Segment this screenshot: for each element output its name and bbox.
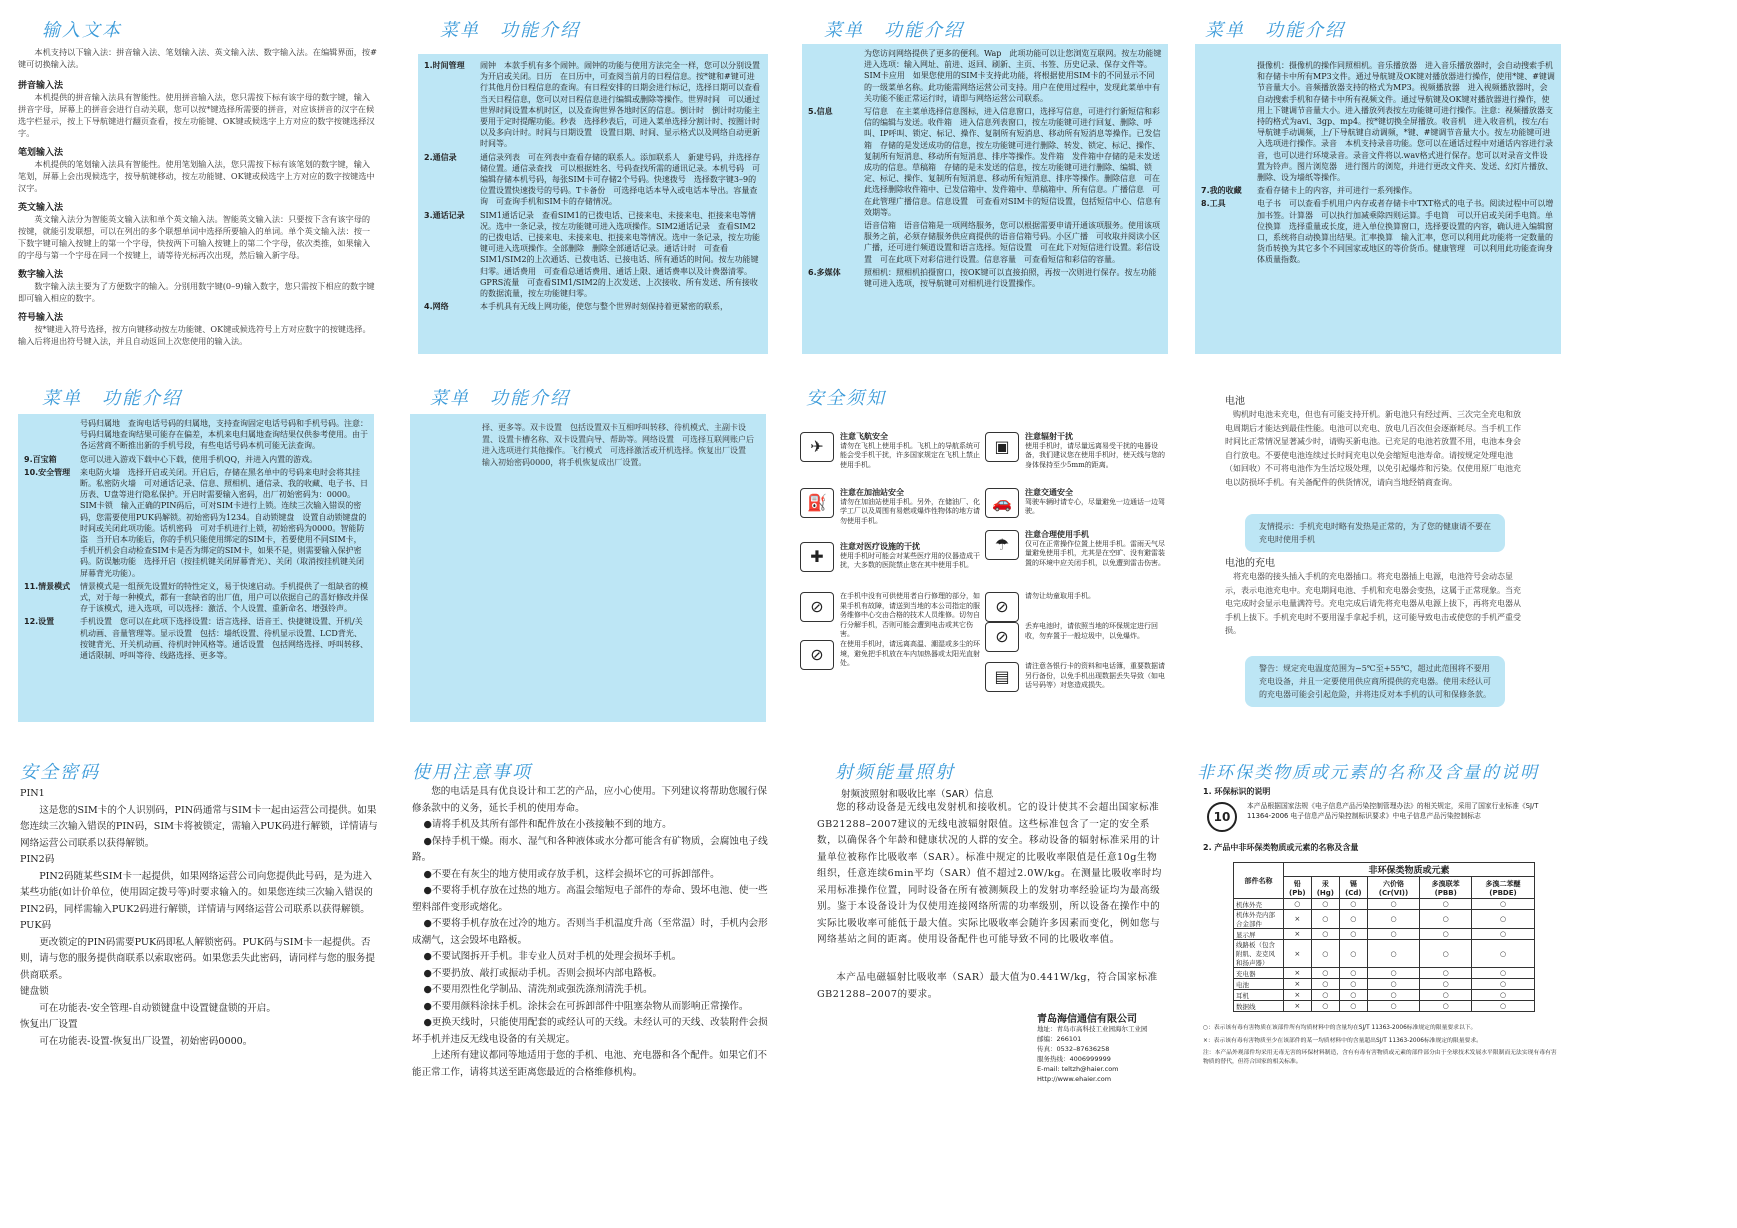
safety-text: 请勿在加油站使用手机。另外，在储油厂、化学工厂以及周围有易燃或爆炸性物体的地方请勿使用手机。 (840, 497, 980, 525)
menu-label: 2.通信录 (424, 152, 457, 162)
company-address (1037, 1024, 1148, 1084)
page-title: 非环保类物质或元素的名称及含量的说明 (1197, 763, 1539, 783)
table-row-label: 电池 (1234, 979, 1284, 990)
table-cell: ○ (1311, 899, 1339, 910)
table-cell: ○ (1471, 899, 1534, 910)
usage-bullet: ●更换天线时，只能使用配套的或经认可的天线。未经认可的天线、改装附件会损坏手机并违反无线电设备的有关规定。 (412, 1017, 768, 1045)
safety-content (1025, 488, 1165, 518)
table-note: ×：表示该有毒有害物质至少在该部件的某一均质材料中的含量超出SJ/T 11363-2006标准规定的限量要求。 (1203, 1037, 1482, 1044)
panel-passwords (18, 758, 383, 1098)
table-cell: ○ (1420, 940, 1472, 968)
table-cell: ○ (1340, 1001, 1368, 1012)
page-title: 菜单 功能介绍 (42, 388, 182, 409)
password-heading: PUK码 (20, 920, 52, 931)
sar-text: 您的移动设备是无线电发射机和接收机。它的设计使其不会超出国家标准GB21288–2007建议的无线电波辐射限值。这些标准包含了一定的安全系数，以确保各个年龄和健康状况的人群的安全。移动设备的辐射标准采用的计量单位被称作比吸收率（SAR）。标准中规定的比吸收率限值是任意10g生物组织，任意连续6min平均（SAR）值不超过2.0W/kg。在测量比吸收率时均采用标准操作位置，同时设备在所有被测频段上的发射功率经验证均为最高级别。鉴于本设备设计为仅使用连接网络所需的功率级别，所以设备在操作中的实际比吸收率可能低于最大值。实际比吸收率会随许多因素而变化，例如您与网络基站之间的距离。使用设备配件也可能导致不同的比吸收率值。 (817, 802, 1162, 945)
panel-menu-5 (410, 378, 770, 723)
table-cell: ○ (1367, 940, 1420, 968)
table-cell: ○ (1284, 899, 1312, 910)
table-row (1234, 929, 1535, 940)
password-heading: 键盘锁 (20, 986, 49, 997)
usage-bullet: ●不要用颜料涂抹手机。涂抹会在可拆卸部件中阻塞杂物从而影响正常操作。 (423, 1000, 749, 1012)
menu-label: 7.我的收藏 (1201, 186, 1242, 196)
table-row-label: 显示屏 (1234, 929, 1284, 940)
sar-subtitle: 射频波照射和吸收比率（SAR）信息 (841, 789, 994, 800)
table-row-label: 充电器 (1234, 968, 1284, 979)
address-line: 邮编：266101 (1037, 1035, 1082, 1043)
panel-battery (1195, 392, 1565, 722)
safety-heading: 注意合理使用手机 (1025, 529, 1089, 539)
table-cell: ○ (1471, 979, 1534, 990)
safety-content (1025, 622, 1165, 652)
panel-menu-2 (800, 10, 1170, 355)
menu-row (1201, 198, 1555, 265)
table-cell: × (1284, 940, 1312, 968)
safety-icon: ✚ (800, 542, 834, 572)
table-cell: ○ (1367, 968, 1420, 979)
menu-box (1195, 44, 1561, 354)
table-row (1234, 990, 1535, 1001)
menu-row (424, 301, 762, 312)
menu-row (24, 467, 368, 579)
menu-label: 1.时间管理 (424, 61, 465, 70)
menu-label: 4.网络 (424, 302, 449, 312)
table-cell: ○ (1311, 968, 1339, 979)
table-cell: ○ (1420, 968, 1472, 979)
usage-bullet: ●不要扔放、敲打或振动手机。否则会损坏内部电路板。 (423, 967, 663, 979)
table-cell: ○ (1340, 990, 1368, 1001)
password-heading: PIN1 (20, 788, 45, 799)
safety-item (985, 432, 1165, 470)
safety-text: 在使用手机时，请远离高温、潮湿或多尘的环境，避免把手机放在车内加热器或太阳光直射处。 (840, 640, 980, 667)
menu-box (18, 414, 374, 722)
menu-label: 9.百宝箱 (24, 454, 57, 464)
table-cell: ○ (1367, 929, 1420, 940)
menu-label: 10.安全管理 (24, 467, 71, 477)
page-title: 安全密码 (20, 762, 100, 783)
menu-row (424, 152, 762, 208)
company-name: 青岛海信通信有限公司 (1037, 1014, 1137, 1025)
panel-rf-exposure (815, 758, 1170, 1098)
menu-text: 语音信箱 语音信箱是一项网络服务，您可以根据需要申请开通该项服务。使用该项服务之前，必须存储服务供应商提供的语音信箱号码。小区广播 可收取并阅读小区广播，还可进行频道设置和语言选择。短信设置 可在此下对短信进行设置。彩信设置 可在此项下对彩信进行设置。信息容量 可查看短信和彩信的容量。 (864, 221, 1160, 264)
safety-heading: 注意对医疗设施的干扰 (840, 541, 920, 551)
section-heading: 拼音输入法 (18, 81, 64, 91)
table-cell: ○ (1367, 910, 1420, 929)
safety-text: 使用手机时，请尽量远离易受干扰的电器设备，我们建议您在使用手机时，使天线与您的身体保持至少5mm的距离。 (1025, 441, 1165, 469)
page-title: 菜单 功能介绍 (1205, 20, 1345, 41)
address-line: Http://www.ehaier.com (1037, 1075, 1112, 1083)
table-cell: ○ (1340, 899, 1368, 910)
safety-item (800, 432, 980, 470)
menu-row (24, 581, 368, 615)
safety-text: 仅可在正常操作位置上使用手机。雷雨天气尽量避免使用手机，尤其是在空旷、没有避雷装置的环境中应关闭手机，以免遭到雷击伤害。 (1025, 539, 1165, 567)
page-title: 射频能量照射 (835, 762, 955, 783)
table-note: ○：表示该有毒有害物质在该部件所有均质材料中的含量均在SJ/T 11363-2006标准规定的限量要求以下。 (1203, 1025, 1477, 1031)
warning-note: 警告：规定充电温度范围为−5℃至+55℃，超过此范围将不要用充电设备，并且一定要使用供应商所提供的充电器。使用未经认可的充电器可能会引起危险，并将违反对本手机的认可和保修条款。 (1245, 656, 1505, 707)
menu-text: 为您访问网络提供了更多的便利。Wap 此项功能可以让您浏览互联网。按左功能键进入选项：输入网址、前进、返回、刷新、主页、书签、历史记录、保存文件等。SIM卡应用 如果您使用的SIM卡支持此功能，将根据使用SIM卡的不同显示不同的一级菜单名称。此功能需网络运营公司支持。用户在使用过程中，发现此菜单中有关功能不能正常运行时，请即与网络运营公司联系。 (864, 49, 1162, 103)
table-row (1234, 968, 1535, 979)
menu-label (808, 48, 864, 104)
menu-row (24, 616, 368, 661)
menu-text: 情景模式是一组预先设置好的特性定义，易于快速启动。手机提供了一组缺省的模式，对于每一种模式，都有一套缺省的出厂值，用户可以依据自己的喜好修改并保存于该模式，进入选项，可以选择：激活、个人设置、重新命名、增强铃声。 (80, 581, 368, 614)
menu-text: 摄像机：摄像机的操作同照相机。音乐播放器 进入音乐播放器时，会自动搜索手机和存储卡中所有MP3文件。通过导航键及OK键对播放器进行操作，使用*键、#键调节音量大小。音频播放器支持的格式为MP3。视频播放器 进入视频播放器时，会自动搜索手机和存储卡中所有视频文件。通过导航键及OK键对播放器进行操作，使用上下键调节音量大小。进入播放列表按左功能键可进行操作。注意：视频播放器支持的格式为avi、3gp、mp4。按*键切换全屏播放。收音机 进入收音机，按左/右导航键手动调频，上/下导航键自动调频，*键、#键调节音量大小。按左功能键可进入选项进行操作。录音 本机支持录音功能。您可以在通话过程中对通话内容进行录音，也可以进行环境录音。录音文件将以.wav格式进行保存。您可以对录音文件设置为铃声。图片浏览器 进行图片的浏览，并进行更改文件夹、发送、幻灯片播放、删除、设为墙纸等操作。 (1257, 61, 1555, 183)
password-text: 可在功能表-设置-恢复出厂设置，初始密码0000。 (39, 1035, 253, 1047)
table-cell: ○ (1367, 1001, 1420, 1012)
address-line: E-mail: teltzh@haier.com (1037, 1065, 1119, 1073)
safety-text: 丢弃电池时，请依照当地的环保规定进行回收，勿弃置于一般垃圾中，以免爆炸。 (1025, 622, 1158, 640)
table-cell: ○ (1367, 979, 1420, 990)
menu-text: 电子书 可以查看手机用户内存或者存储卡中TXT格式的电子书。阅读过程中可以增加书签。计算器 可以执行加减乘除四则运算。手电筒 可以开启或关闭手电筒。单位换算 选择重量或长度，进入单位换算窗口，选择要设置的内容，确认进入编辑窗口，系统将自动换算出结果。汇率换算 输入汇率，您可以利用此功能将一定数量的货币转换为其它多个不同国家或地区的等价货币。健康管理 可以利用此功能查询身体质量指数。 (1257, 199, 1554, 265)
usage-bullet: ●不要在有灰尘的地方使用或存放手机，这样会损坏它的可拆卸部件。 (423, 868, 720, 880)
page-title: 安全须知 (806, 388, 886, 409)
table-cell: × (1284, 929, 1312, 940)
table-cell: ○ (1420, 1001, 1472, 1012)
safety-heading: 注意飞航安全 (840, 431, 888, 441)
section-heading: 电池 (1225, 396, 1245, 407)
safety-icon: ⊘ (985, 592, 1019, 622)
usage-bullet: ●不要用烈性化学制品、清洗剂或强洗涤剂清洗手机。 (423, 984, 653, 995)
menu-row (424, 60, 762, 150)
safety-item (985, 530, 1165, 568)
menu-text: 来电防火墙 选择开启或关闭。开启后，存储在黑名单中的号码来电时会将其挂断。私密防火墙 可对通话记录、信息、照相机、通信录、我的收藏、电子书、日历表、U盘等进行隐私保护。开启时需要输入密码，出厂初始密码为：0000。SIM卡锁 输入正确的PIN码后，可对SIM卡进行上锁。连续三次输入错误的密码，您需要使用PUK码解锁。初始密码为1234。自动锁键盘 设置自动锁键盘的时间或关闭此项功能。话机密码 可对手机进行上锁，初始密码为0000。智能防盗 当开启本功能后，你的手机只能使用绑定的SIM卡，若要使用不同SIM卡，手机开机会自动检查SIM卡是否为绑定的SIM卡，如果不是，则需要输入保护密码。防误触功能 选择开启（按挂机键关闭屏幕背光）、关闭（取消按挂机键关闭屏幕背光功能）。 (80, 467, 368, 578)
table-cell: × (1284, 1001, 1312, 1012)
table-corner: 部件名称 (1234, 863, 1284, 899)
table-cell: × (1284, 968, 1312, 979)
input-method-list (18, 72, 378, 347)
panel-input-text (18, 10, 378, 350)
eco-logo-icon: 10 (1207, 802, 1237, 832)
table-cell: ○ (1311, 929, 1339, 940)
intro-text: 您的电话是具有优良设计和工艺的产品，应小心使用。下列建议将帮助您履行保修条款中的义务，延长手机的使用寿命。 (412, 786, 767, 814)
menu-label: 6.多媒体 (808, 267, 841, 277)
table-row-label: 机体外壳 (1234, 899, 1284, 910)
table-cell: ○ (1471, 990, 1534, 1001)
menu-text: 查看存储卡上的内容，并可进行一系列操作。 (1257, 186, 1417, 196)
table-cell: ○ (1420, 990, 1472, 1001)
page-title: 菜单 功能介绍 (440, 20, 580, 41)
table-header: 铅(Pb) (1284, 877, 1312, 899)
table-cell: × (1284, 990, 1312, 1001)
table-cell: ○ (1367, 990, 1420, 1001)
safety-icon: ✈ (800, 432, 834, 462)
menu-text: 通信录列表 可在列表中查看存储的联系人。添加联系人 新建号码，并选择存储位置。通信录查找 可以根据姓名、号码查找所需的通讯记录。本机号码 可编辑存储本机号码，每张SIM卡可存储2个号码。快速拨号 选择数字键3–9的位置设置快速拨号的号码。T卡备份 可选择电话本导入或电话本导出。容量查询 可查询手机和SIM卡的存储情况。 (480, 152, 760, 207)
table-header: 多溴二苯醚(PBDE) (1471, 877, 1534, 899)
page-title: 菜单 功能介绍 (430, 388, 570, 409)
safety-text: 使用手机时可能会对某些医疗用的仪器造成干扰，大多数的医院禁止您在其中使用手机。 (840, 551, 980, 569)
section-heading: 数字输入法 (18, 270, 64, 280)
table-notes (1203, 1024, 1561, 1070)
usage-bullet: ●不要试图拆开手机。非专业人员对手机的处理会损坏手机。 (423, 951, 682, 962)
menu-box (418, 54, 768, 354)
password-heading: 恢复出厂设置 (20, 1019, 78, 1030)
table-header: 汞(Hg) (1311, 877, 1339, 899)
menu-label: 12.设置 (24, 617, 55, 627)
safety-text: 驾驶车辆时请专心，尽量避免一边通话一边驾驶。 (1025, 497, 1165, 515)
table-cell: ○ (1311, 1001, 1339, 1012)
menu-row (1201, 60, 1555, 183)
table-cell: ○ (1471, 968, 1534, 979)
tip-note: 友情提示：手机充电时略有发热是正常的，为了您的健康请不要在充电时使用手机 (1245, 514, 1505, 552)
table-cell: ○ (1311, 990, 1339, 1001)
safety-heading: 注意在加油站安全 (840, 487, 904, 497)
password-text: PIN2码随某些SIM卡一起提供，如果网络运营公司向您提供此号码，是为进入某些功能(如计价单位，使用固定拨号等)时要求输入的。如果您连续三次输入错误的PIN2码，同样需输入PUK2码进行解锁，详情请与网络运营公司联系以获得解锁。 (20, 870, 373, 915)
safety-item (985, 622, 1165, 652)
panel-hazardous-substances (1195, 758, 1565, 1103)
menu-row (808, 220, 1162, 265)
table-cell: × (1284, 910, 1312, 929)
safety-item (800, 640, 980, 670)
menu-label: 3.通话记录 (424, 210, 465, 220)
page-title: 菜单 功能介绍 (824, 20, 964, 41)
menu-label: 11.情景模式 (24, 581, 71, 591)
menu-row (424, 210, 762, 300)
menu-row (24, 454, 368, 465)
safety-icon: ☂ (985, 530, 1019, 560)
table-row-label: 线路板（包含附肌、麦克风和扬声器） (1234, 940, 1284, 968)
safety-content (840, 640, 980, 670)
safety-content (1025, 662, 1165, 692)
page-title: 输入文本 (42, 20, 122, 41)
menu-row (808, 106, 1162, 218)
panel-menu-1 (410, 10, 770, 355)
table-row (1234, 1001, 1535, 1012)
table-cell: × (1284, 979, 1312, 990)
table-note: 注：本产品外观部件均采用无毒无害的环保材料制造，含有有毒有害物质或元素的部件部分由于全球技术发展水平限制而无法实现有毒有害物质的替代，但符合国家的相关标准。 (1203, 1050, 1557, 1065)
address-line: 地址：青岛市高科技工业园海尔工业园 (1037, 1025, 1148, 1033)
menu-row (24, 418, 368, 452)
usage-bullet: ●请将手机及其所有部件和配件放在小孩接触不到的地方。 (423, 819, 672, 830)
table-cell: ○ (1471, 940, 1534, 968)
safety-content (840, 432, 980, 470)
panel-menu-4 (18, 378, 378, 723)
safety-icon: ⊘ (800, 640, 834, 670)
safety-icon: ⊘ (985, 622, 1019, 652)
menu-text: SIM1通话记录 查看SIM1的已拨电话、已接来电、未接来电、拒接来电等情况。选中一条记录，按左功能键可进入选项操作。SIM2通话记录 查看SIM2的已拨电话、已接来电、未接来电、拒接来电等情况。选中一条记录，按左功能键可进入选项操作。全部删除 删除全部通话记录。通话计时 可查看SIM1/SIM2的上次通话、已拨电话、已接电话、所有通话的时间。按左功能键归零。通话费用 可查看总通话费用、通话上限、通话费率以及计费器清零。GPRS流量 可查看SIM1/SIM2的上次发送、上次接收、所有发送、所有接收的数据流量，按左功能键归零。 (480, 210, 760, 299)
menu-label (808, 220, 864, 265)
table-cell: ○ (1471, 910, 1534, 929)
menu-box (410, 414, 766, 722)
menu-label: 8.工具 (1201, 199, 1226, 209)
section-heading: 电池的充电 (1225, 558, 1275, 569)
panel-safety (800, 378, 1170, 723)
substance-table (1233, 862, 1535, 1012)
password-heading: PIN2码 (20, 854, 55, 865)
panel-usage-notes (410, 758, 775, 1098)
outro-text: 上述所有建议都同等地适用于您的手机、电池、充电器和各个配件。如果它们不能正常工作，请将其送至距离您最近的合格维修机构。 (412, 1050, 767, 1078)
menu-label (1201, 60, 1257, 183)
table-header: 多溴联苯(PBB) (1420, 877, 1472, 899)
password-text: 这是您的SIM卡的个人识别码，PIN码通常与SIM卡一起由运营公司提供。如果您连续三次输入错误的PIN码，SIM卡将被锁定，需输入PUK码进行解锁，详情请与网络运营公司联系以获得解锁。 (20, 804, 378, 849)
battery-text: 购机时电池未充电，但也有可能支持开机。新电池只有经过两、三次完全充电和放电周期后才能达到最佳性能。电池可以充电、放电几百次但会逐渐耗尽。当手机工作时间比正常情况显著减少时，请购买新电池。已充足的电池若放置不用，电池本身会自行放电。不要使电池连续过长时间充电以免会缩短电池寿命。请按规定处理电池（如回收）不可将电池作为生活垃圾处理，以免引起爆炸和污染。仅使用原厂电池充电以防损坏手机。有关备配件的供货情况，请向当地经销商查询。 (1225, 410, 1521, 487)
intro-text: 本机支持以下输入法：拼音输入法、笔划输入法、英文输入法、数字输入法。在编辑界面，按#键可切换输入法。 (18, 47, 377, 69)
menu-label: 5.信息 (808, 107, 833, 117)
table-cell: ○ (1340, 968, 1368, 979)
table-cell: ○ (1420, 910, 1472, 929)
panel-menu-3 (1195, 10, 1565, 355)
section-heading: 英文输入法 (18, 203, 64, 213)
safety-content (1025, 530, 1165, 568)
table-row-label: 耳机 (1234, 990, 1284, 1001)
safety-text: 在手机中没有可供使用者自行修理的部分，如果手机有故障，请送到当地的本公司指定的服务维修中心交由合格的技术人员维修。切勿自行分解手机，否则可能会遭到电击或其它伤害。 (840, 592, 980, 638)
table-cell: ○ (1420, 899, 1472, 910)
menu-text: 照相机：照相机拍摄窗口，按OK键可以直接拍照，再按一次则进行保存。按左功能键可进入选项，按导航键可对相机进行设置操作。 (864, 267, 1157, 289)
section-text: 数字输入法主要为了方便数字的输入。分别用数字键(0–9)输入数字，您只需按下相应的数字键即可输入相应的数字。 (18, 281, 375, 303)
table-row (1234, 979, 1535, 990)
safety-item (985, 592, 1165, 622)
safety-content (840, 488, 980, 526)
table-cell: ○ (1340, 940, 1368, 968)
menu-text: 本手机具有无线上网功能，使您与整个世界时刻保持着更紧密的联系， (480, 302, 728, 312)
usage-body (412, 784, 768, 1081)
table-cell: ○ (1311, 979, 1339, 990)
section-text: 英文输入法分为智能英文输入法和单个英文输入法。智能英文输入法：只要按下含有该字母的按键，就能引发联想，可以在列出的多个联想单词中选择所要输入的单词。单个英文输入法：按一下数字键可输入按键上的第一个字母，快按两下可输入按键上的第二个字母，依次类推，如果输入的字母与第一个字母在同一个按键上，请等待光标再次出现，然后输入新字母。 (18, 214, 371, 260)
page-title: 使用注意事项 (412, 762, 532, 783)
address-line: 传真：0532–87636258 (1037, 1045, 1110, 1053)
table-row (1234, 899, 1535, 910)
table-cell: ○ (1340, 929, 1368, 940)
usage-bullet: ●保持手机干燥。雨水、湿气和各种液体或水分都可能含有矿物质，会腐蚀电子线路。 (412, 835, 768, 863)
table-row (1234, 940, 1535, 968)
safety-content (1025, 432, 1165, 470)
safety-heading: 注意辐射干扰 (1025, 431, 1073, 441)
password-text: 更改锁定的PIN码需要PUK码即私人解锁密码。PUK码与SIM卡一起提供。否则，请与您的服务提供商联系以索取密码。如果您丢失此密码，请同样与您的服务提供商联系。 (20, 936, 375, 981)
table-cell: ○ (1471, 1001, 1534, 1012)
table-cell: ○ (1471, 929, 1534, 940)
usage-bullet: ●不要将手机存放在过热的地方。高温会缩短电子部件的寿命、毁坏电池、使一些塑料部件变形或熔化。 (412, 885, 768, 913)
section-text: 本机提供的笔划输入法具有智能性。使用笔划输入法，您只需按下标有该笔划的数字键，输入笔划，屏幕上会出现候选字，按导航键移动，按左功能键、OK键或候选字上方对应的数字按键选中汉字。 (18, 159, 375, 193)
menu-row (808, 267, 1162, 289)
table-cell: ○ (1311, 910, 1339, 929)
safety-icon: ▣ (985, 432, 1019, 462)
section-text: 按*键进入符号选择，按方向键移动按左功能键、OK键或候选符号上方对应数字的按键选择。输入后将退出符号键入法，并且自动返回上次您使用的输入法。 (18, 324, 371, 346)
safety-icon: ⊘ (800, 592, 834, 622)
menu-text: 写信息 在主菜单选择信息图标，进入信息窗口，选择写信息，可进行行新短信和彩信的编辑与发送。收件箱 进入信息列表窗口，按左功能键可进行回复、删除、呼叫、IP呼叫、锁定、标记、操作、复制所有短消息、移动所有短消息等操作。已发信箱 存储的是发送成功的信息，按左功能键可进行删除、转发、锁定、标记、操作、复制所有短消息、移动所有短消息、排序等操作。发件箱 发件箱中存储的是未发送成功的信息。草稿箱 存储的是未发送的信息，按左功能键可进行删除、编辑、锁定、标记、操作、复制所有短消息、移动所有短消息、排序等操作。删除信息 可在此选择删除收件箱中、已发信箱中、发件箱中、草稿箱中、所有信息。广播信息 可在此管理广播信息。信息设置 可查看对SIM卡的短信设置，包括短信中心、信息有效期等。 (864, 107, 1161, 217)
safety-item (985, 662, 1165, 692)
safety-icon: ▤ (985, 662, 1019, 692)
usage-bullet: ●不要将手机存放在过冷的地方。否则当手机温度升高（至常温）时，手机内会形成潮气，这会毁坏电路板。 (412, 918, 768, 946)
charging-text: 将充电器的接头插入手机的充电器插口。将充电器插上电源，电池符号会动态显示，表示电池充电中。充电期间电池、手机和充电器会变热，这属于正常现象。当充电完成时会显示电量满符号。充电完成后请先将充电器从电源上拔下，再将充电器从手机上拔下。手机充电时不要用湿手拿起手机，这可能导致电击或使您的手机严重受损。 (1225, 572, 1521, 635)
password-list (20, 786, 380, 1050)
menu-text: 择、更多等。双卡设置 包括设置双卡互相呼叫转移、待机模式、主副卡设置、设置卡槽名称、双卡设置向导、帮助等。网络设置 可选择互联网账户后进入选项进行其他操作。飞行模式 可选择激活或开机选择。恢复出厂设置 输入初始密码0000，将手机恢复成出厂设置。 (482, 423, 754, 467)
section-2-heading: 2. 产品中非环保类物质或元素的名称及含量 (1203, 843, 1359, 852)
safety-icon: 🚗 (985, 488, 1019, 518)
table-title: 非环保类物质或元素 (1284, 863, 1535, 877)
safety-content (840, 592, 980, 640)
section-heading: 符号输入法 (18, 313, 64, 323)
table-cell: ○ (1420, 929, 1472, 940)
safety-item (800, 592, 980, 640)
section-1-text: 本产品根据国家法规《电子信息产品污染控制管理办法》的相关规定，采用了国家行业标准《SJ/T 11364-2006 电子信息产品污染控制标识要求》中电子信息产品污染控制标志 (1247, 802, 1539, 820)
safety-item (985, 488, 1165, 518)
menu-text: 手机设置 您可以在此项下选择设置：语言选择、语音王、快捷键设置、开机/关机动画、音量管理等。显示设置 包括：墙纸设置、待机显示设置、LCD背光、按键背光、开关机动画、待机时钟风格等。通话设置 包括网络选择、呼叫转移、通话限制、呼叫等待、线路选择、更多等。 (80, 617, 368, 661)
menu-label (24, 418, 80, 452)
safety-content (1025, 592, 1095, 622)
table-cell: ○ (1311, 940, 1339, 968)
safety-item (800, 542, 980, 572)
safety-text: 请勿让幼童取用手机。 (1025, 592, 1095, 600)
section-1-heading: 1. 环保标识的说明 (1203, 787, 1271, 796)
safety-item (800, 488, 980, 526)
table-header: 镉(Cd) (1340, 877, 1368, 899)
table-cell: ○ (1340, 979, 1368, 990)
section-heading: 笔划输入法 (18, 148, 64, 158)
safety-heading: 注意交通安全 (1025, 487, 1073, 497)
section-text: 本机提供的拼音输入法具有智能性。使用拼音输入法，您只需按下标有该字母的数字键，输入拼音字母，屏幕上的拼音会进行自动关联，您可以按*键选择所需要的拼音，对应该拼音的汉字在候选字栏显示，按上下导航键进行翻页查看，按左功能键、OK键或候选字上方对应的数字按键选择汉字。 (18, 92, 375, 138)
table-cell: ○ (1340, 910, 1368, 929)
table-cell: ○ (1420, 979, 1472, 990)
menu-box (802, 44, 1168, 354)
password-text: 可在功能表-安全管理-自动锁键盘中设置键盘锁的开启。 (39, 1002, 276, 1014)
menu-row (1201, 185, 1555, 196)
table-row-label: 机体外壳内部合金部件 (1234, 910, 1284, 929)
safety-content (840, 542, 980, 572)
menu-text: 号码归属地 查询电话号码的归属地，支持查询固定电话号码和手机号码。注意：号码归属地查询结果可能存在偏差，本机来电归属地查询结果仅供参考使用。由于各运营商不断推出新的手机号段，有些电话号码本机可能无法查询。 (80, 419, 368, 451)
safety-text: 请勿在飞机上使用手机。飞机上的导航系统可能会受手机干扰，许多国家规定在飞机上禁止使用手机。 (840, 441, 980, 469)
menu-row (808, 48, 1162, 104)
safety-text: 请注意各银行卡的资料和电话簿，重要数据请另行备份，以免手机出现数据丢失导致（如电话号码等）对您造成损失。 (1025, 662, 1165, 689)
menu-text: 您可以进入游戏下载中心下载，使用手机QQ，并进入内置的游戏。 (80, 454, 318, 464)
safety-icon: ⛽ (800, 488, 834, 518)
menu-text: 闹钟 本款手机有多个闹钟。闹钟的功能与使用方法完全一样，您可以分别设置为开启或关闭。日历 在日历中，可查阅当前月的日程信息。按*键和#键可进行其他月份日程信息的查询。有日程安排的日期会进行标记，选择日期可以查看当天日程信息，您可以对日程信息进行编辑或删除等操作。世界时间 可以通过世界时间设置本机时区，以及查询世界各地时区的信息。倒计时 倒计时功能主要用于定时提醒功能。秒表 选择秒表后，可进入菜单选择分割计时、按圈计时以及多向计时。时间与日期设置 设置日期、时间、显示格式以及网络自动更新时间等。 (480, 61, 760, 149)
table-row (1234, 910, 1535, 929)
table-row-label: 数据线 (1234, 1001, 1284, 1012)
table-header: 六价铬(Cr(VI)) (1367, 877, 1420, 899)
table-cell: ○ (1367, 899, 1420, 910)
address-line: 服务热线：4006999999 (1037, 1055, 1111, 1063)
sar-value-text: 本产品电磁辐射比吸收率（SAR）最大值为0.441W/kg，符合国家标准GB21288–2007的要求。 (817, 972, 1158, 1000)
